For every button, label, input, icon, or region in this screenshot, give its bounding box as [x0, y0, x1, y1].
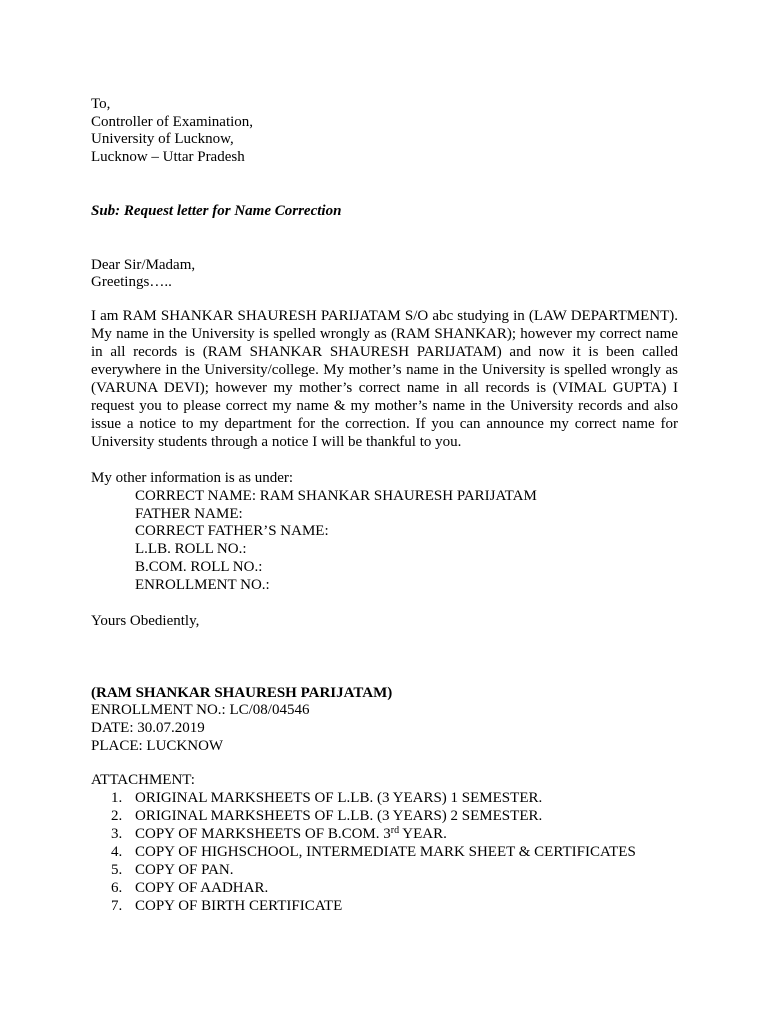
list-number: 2.: [111, 808, 123, 824]
list-text: COPY OF BIRTH CERTIFICATE: [135, 898, 343, 914]
list-number: 7.: [111, 898, 123, 914]
list-number: 3.: [111, 826, 123, 842]
body-paragraph: I am RAM SHANKAR SHAURESH PARIJATAM S/O abc studying in (LAW DEPARTMENT). My name in the University is spelled wrongly as (RAM SHANKAR); however my correct name in all records is (RAM SHANKAR SHAURESH PARIJATAM) and now it is been called everywhere in the University/college. My mother’s name in the University is spelled wrongly as (VARUNA DEVI); however my mother’s correct name in all records is (VIMAL GUPTA) I request you to please correct my name & my mother’s name in the University records and also issue a notice to my department for the correction. If you can announce my correct name for University students through a notice I will be thankful to you.: [91, 308, 678, 450]
info-intro: My other information is as under:: [91, 470, 294, 486]
salutation: Dear Sir/Madam,: [91, 257, 196, 273]
address-to: To,: [91, 96, 111, 112]
info-llb-roll: L.LB. ROLL NO.:: [135, 541, 247, 557]
info-father-name: FATHER NAME:: [135, 506, 243, 522]
ordinal-suffix: rd: [390, 825, 400, 836]
list-text: ORIGINAL MARKSHEETS OF L.LB. (3 YEARS) 1 SEMESTER.: [135, 790, 543, 806]
list-text: COPY OF HIGHSCHOOL, INTERMEDIATE MARK SHEET & CERTIFICATES: [135, 844, 636, 860]
signature-name: (RAM SHANKAR SHAURESH PARIJATAM): [91, 685, 393, 701]
list-number: 4.: [111, 844, 123, 860]
greeting: Greetings…..: [91, 274, 172, 290]
list-text: [135, 825, 447, 843]
address-university: University of Lucknow,: [91, 131, 234, 147]
info-enrollment: ENROLLMENT NO.:: [135, 577, 270, 593]
info-correct-name: CORRECT NAME: RAM SHANKAR SHAURESH PARIJATAM: [135, 488, 537, 504]
signature-date: DATE: 30.07.2019: [91, 720, 205, 736]
subject-line: Sub: Request letter for Name Correction: [91, 203, 342, 219]
info-correct-father-name: CORRECT FATHER’S NAME:: [135, 523, 329, 539]
list-text-tail: YEAR.: [399, 826, 447, 842]
list-text: COPY OF PAN.: [135, 862, 234, 878]
list-number: 5.: [111, 862, 123, 878]
list-text-main: COPY OF MARKSHEETS OF B.COM. 3: [135, 826, 391, 842]
list-number: 6.: [111, 880, 123, 896]
signature-place: PLACE: LUCKNOW: [91, 738, 224, 754]
closing: Yours Obediently,: [91, 613, 200, 629]
list-text: COPY OF AADHAR.: [135, 880, 269, 896]
info-bcom-roll: B.COM. ROLL NO.:: [135, 559, 263, 575]
list-number: 1.: [111, 790, 123, 806]
address-city: Lucknow – Uttar Pradesh: [91, 149, 245, 165]
address-recipient: Controller of Examination,: [91, 114, 254, 130]
signature-enrollment: ENROLLMENT NO.: LC/08/04546: [91, 702, 310, 718]
attachment-heading: ATTACHMENT:: [91, 772, 195, 788]
list-text: ORIGINAL MARKSHEETS OF L.LB. (3 YEARS) 2 SEMESTER.: [135, 808, 543, 824]
